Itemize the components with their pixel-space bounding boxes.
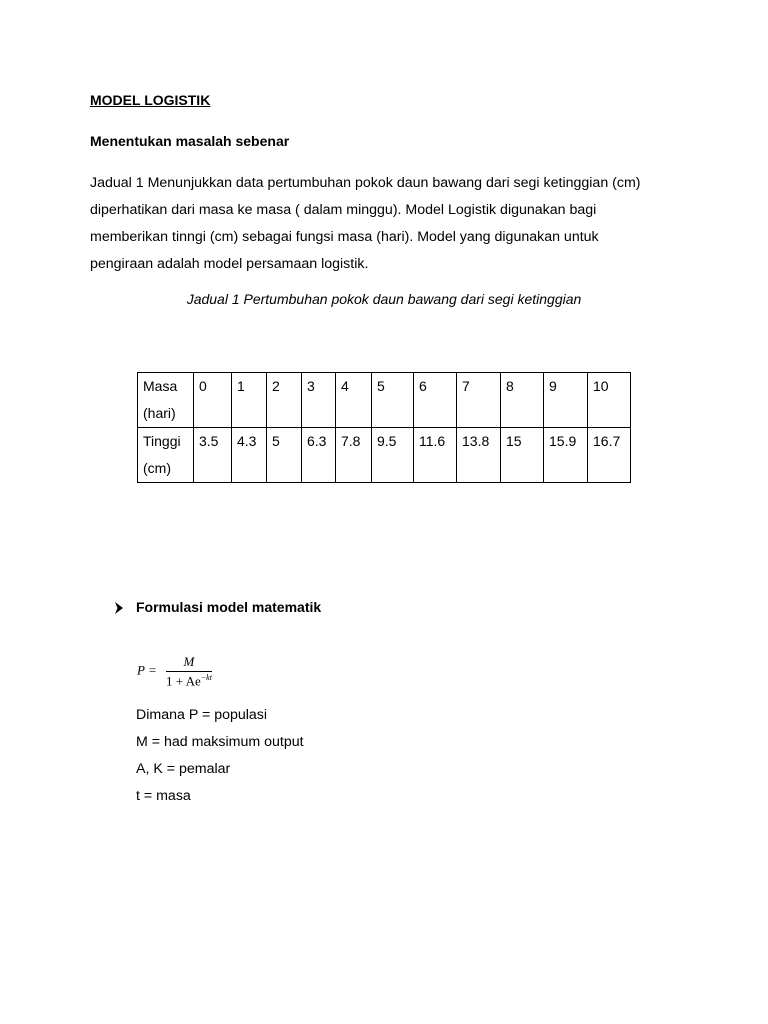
formula-lhs: P = xyxy=(137,662,157,678)
table-cell: 3.5 xyxy=(194,428,232,483)
definition-line: A, K = pemalar xyxy=(136,761,231,777)
table-row-tinggi xyxy=(138,428,631,483)
table-cell: 7.8 xyxy=(336,428,372,483)
table-cell: 9.5 xyxy=(372,428,414,483)
table-cell: 4.3 xyxy=(232,428,267,483)
paragraph-line: diperhatikan dari masa ke masa ( dalam minggu). Model Logistik digunakan bagi xyxy=(90,202,597,218)
table-cell: 6.3 xyxy=(302,428,336,483)
growth-data-table xyxy=(137,372,631,483)
definition-line: M = had maksimum output xyxy=(136,734,304,750)
table-cell: 10 xyxy=(588,373,631,428)
table-cell: 3 xyxy=(302,373,336,428)
header-unit: (hari) xyxy=(143,405,176,421)
header-label: Tinggi xyxy=(143,433,181,449)
formula-exponent: −kt xyxy=(200,673,212,682)
table-cell: 7 xyxy=(457,373,501,428)
paragraph-line: Jadual 1 Menunjukkan data pertumbuhan pokok daun bawang dari segi ketinggian (cm) xyxy=(90,175,641,191)
formulation-section-heading xyxy=(114,599,321,615)
row-header-tinggi xyxy=(138,428,194,483)
table-cell: 0 xyxy=(194,373,232,428)
formula-denominator xyxy=(166,671,212,689)
table-cell: 13.8 xyxy=(457,428,501,483)
table-cell: 15 xyxy=(501,428,544,483)
definition-line: t = masa xyxy=(136,788,191,804)
table-cell: 11.6 xyxy=(414,428,457,483)
table-cell: 16.7 xyxy=(588,428,631,483)
table-cell: 5 xyxy=(372,373,414,428)
variable-definitions xyxy=(136,702,304,810)
table-cell: 15.9 xyxy=(544,428,588,483)
section-heading: Menentukan masalah sebenar xyxy=(90,133,290,149)
formula-numerator: M xyxy=(183,654,195,669)
table-cell: 5 xyxy=(267,428,302,483)
formula-denominator-base: 1 + Ae xyxy=(165,673,201,689)
paragraph-line: pengiraan adalah model persamaan logistik. xyxy=(90,256,369,272)
table-cell: 2 xyxy=(267,373,302,428)
table-cell: 6 xyxy=(414,373,457,428)
formula-fraction xyxy=(166,654,212,689)
table-row-masa xyxy=(138,373,631,428)
header-label: Masa xyxy=(143,378,178,394)
paragraph-line: memberikan tinngi (cm) sebagai fungsi masa (hari). Model yang digunakan untuk xyxy=(90,229,599,245)
table-caption: Jadual 1 Pertumbuhan pokok daun bawang dari segi ketinggian xyxy=(186,291,582,307)
table-cell: 1 xyxy=(232,373,267,428)
document-title: MODEL LOGISTIK xyxy=(90,92,211,108)
logistic-formula xyxy=(137,654,212,689)
table-cell: 9 xyxy=(544,373,588,428)
arrow-right-icon xyxy=(114,601,124,613)
table-cell: 8 xyxy=(501,373,544,428)
header-unit: (cm) xyxy=(143,460,171,476)
formulation-heading-text: Formulasi model matematik xyxy=(136,599,322,615)
intro-paragraph xyxy=(90,170,690,278)
table-cell: 4 xyxy=(336,373,372,428)
row-header-masa xyxy=(138,373,194,428)
definition-line: Dimana P = populasi xyxy=(136,707,268,723)
